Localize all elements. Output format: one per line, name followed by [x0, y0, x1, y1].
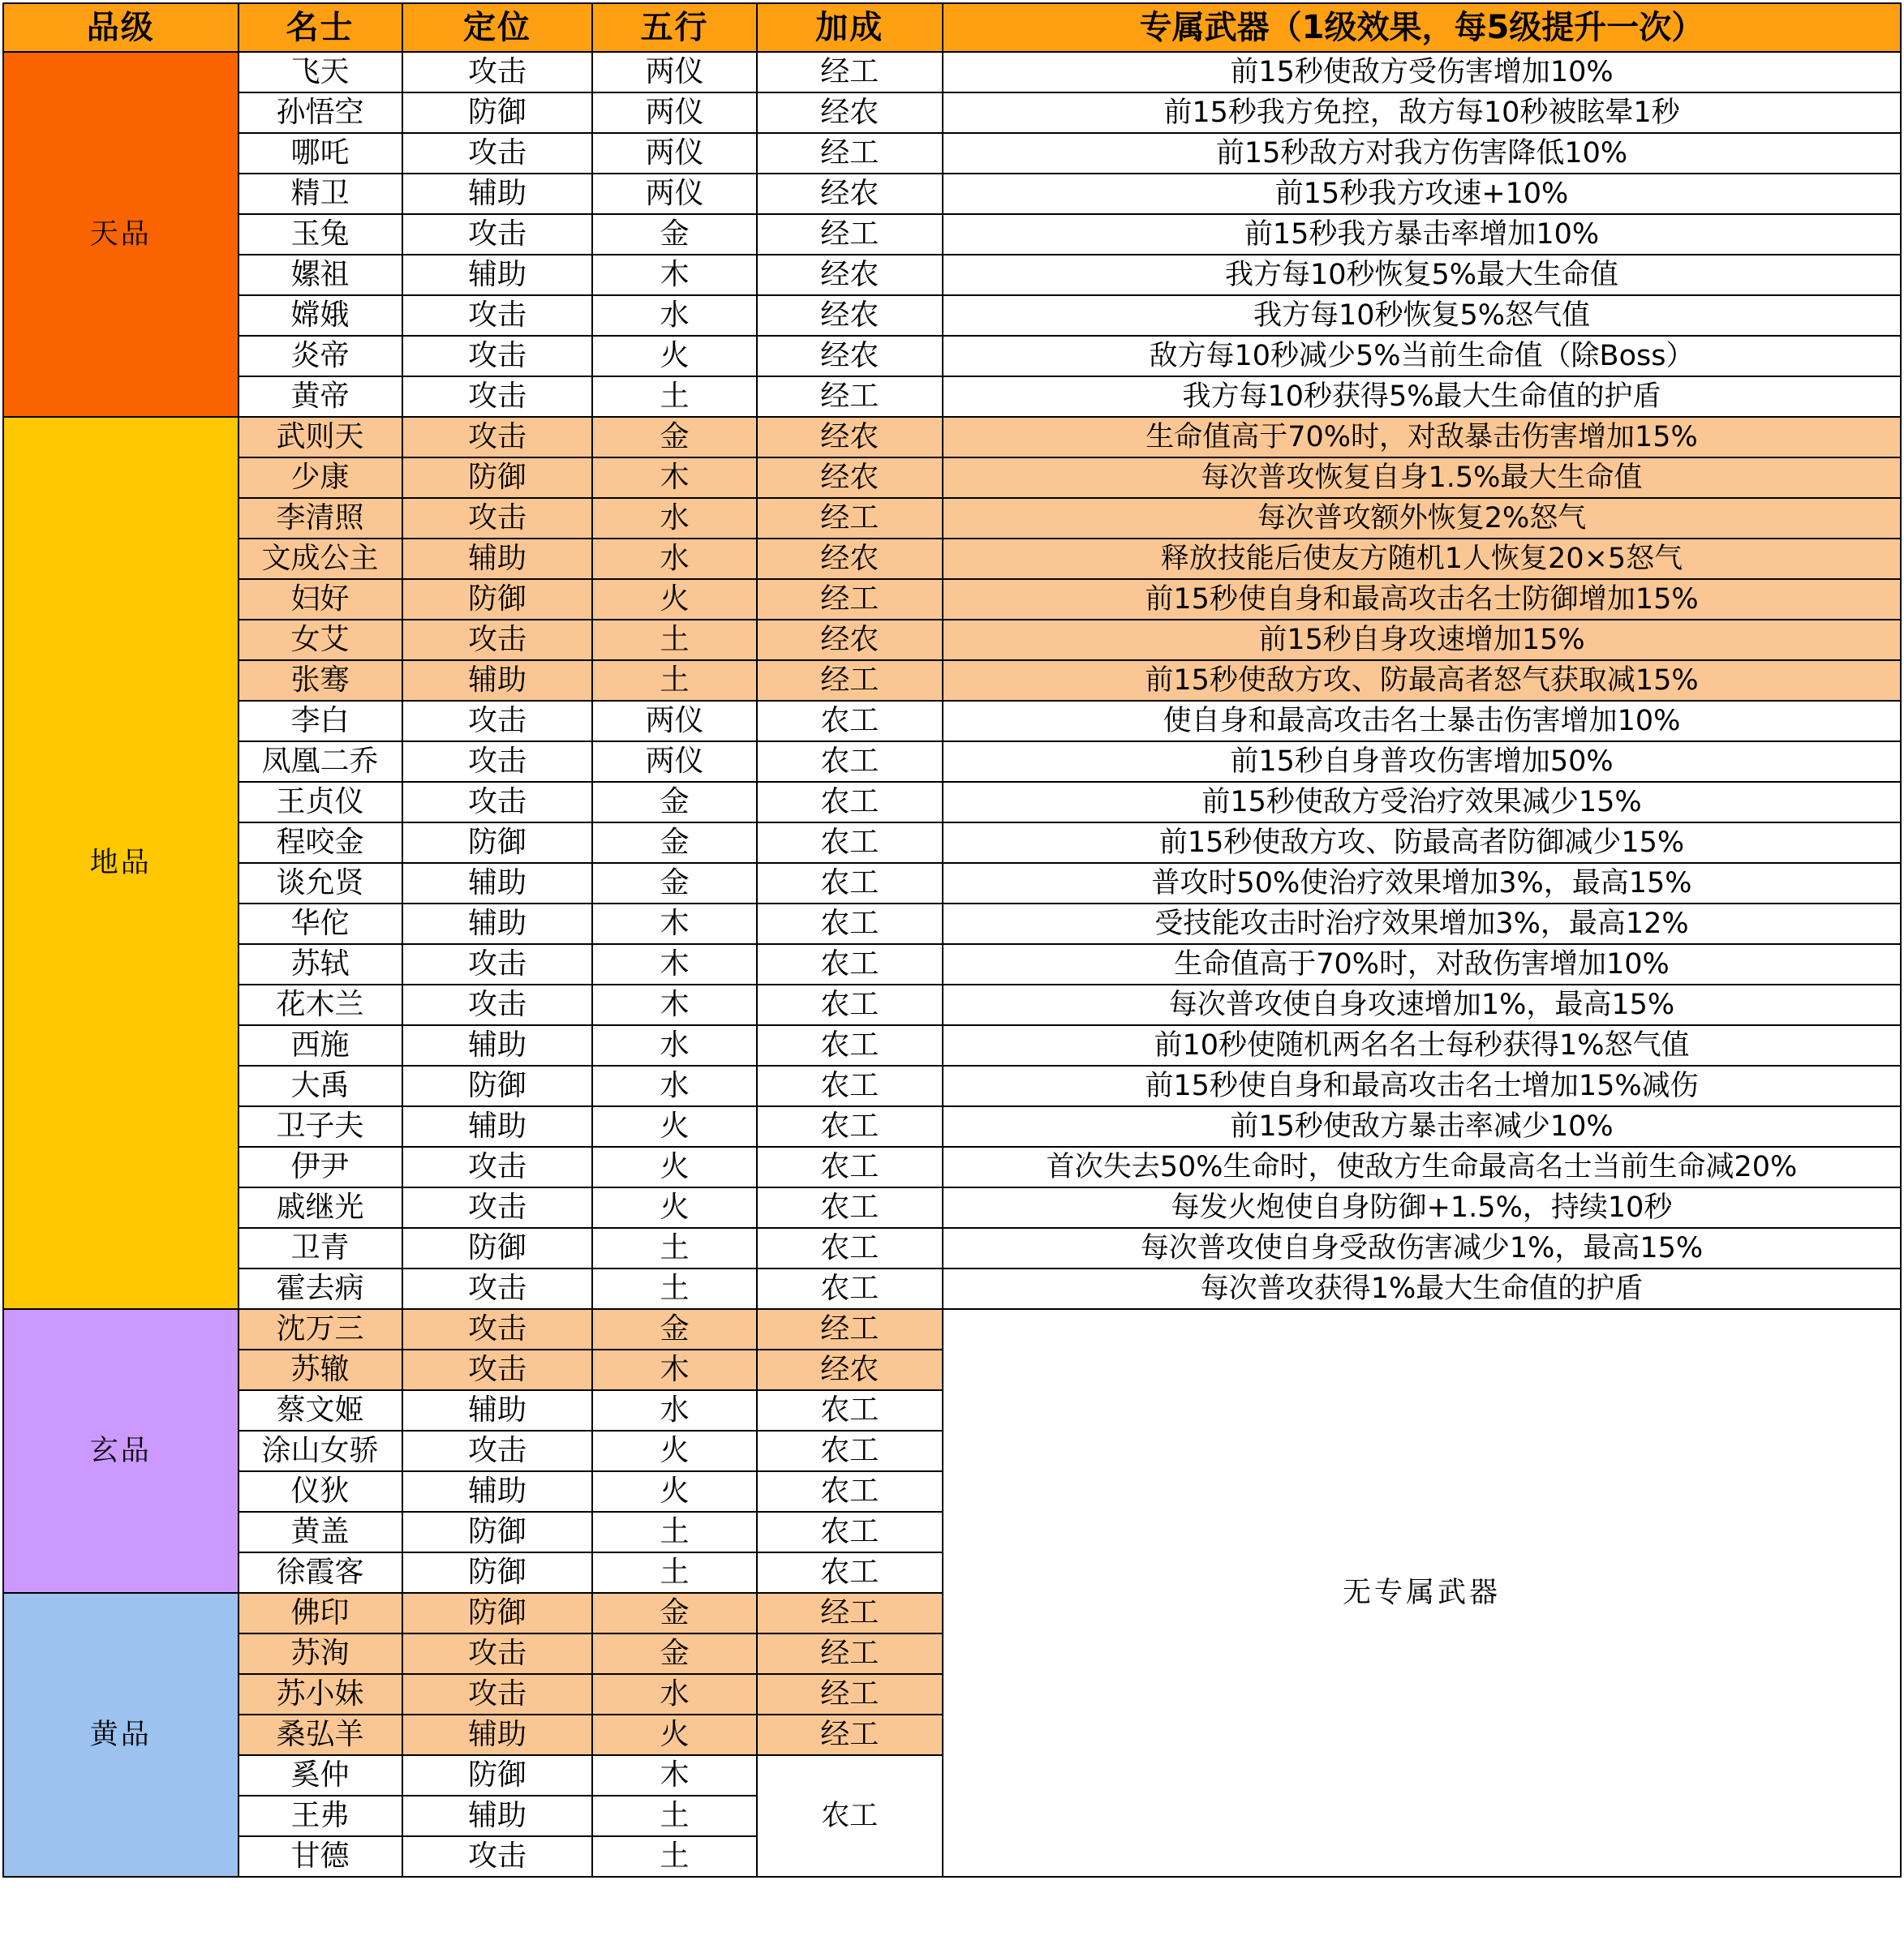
cell-element: 火	[592, 336, 756, 376]
cell-element: 两仪	[592, 52, 756, 92]
cell-bonus: 农工	[757, 904, 943, 944]
cell-bonus: 农工	[757, 741, 943, 782]
cell-element: 火	[592, 1431, 756, 1471]
cell-bonus: 经工	[757, 579, 943, 620]
cell-role: 攻击	[402, 214, 593, 255]
cell-weapon-effect: 每次普攻恢复自身1.5%最大生命值	[943, 457, 1901, 498]
cell-name: 哪吒	[239, 133, 402, 174]
cell-bonus: 农工	[757, 1512, 943, 1552]
cell-element: 水	[592, 1390, 756, 1431]
cell-role: 防御	[402, 1512, 593, 1552]
cell-name: 沈万三	[239, 1309, 402, 1350]
cell-name: 大禹	[239, 1066, 402, 1106]
cell-role: 防御	[402, 1755, 593, 1796]
table-row	[3, 1106, 1901, 1147]
cell-bonus: 农工	[757, 782, 943, 822]
cell-element: 木	[592, 904, 756, 944]
cell-role: 攻击	[402, 620, 593, 660]
cell-element: 土	[592, 376, 756, 417]
cell-bonus: 农工	[757, 1268, 943, 1309]
table-row	[3, 863, 1901, 904]
cell-weapon-effect: 前15秒使敌方攻、防最高者怒气获取减15%	[943, 660, 1901, 701]
cell-element: 土	[592, 620, 756, 660]
cell-role: 攻击	[402, 1268, 593, 1309]
cell-role: 防御	[402, 1066, 593, 1106]
cell-role: 辅助	[402, 1715, 593, 1755]
cell-element: 金	[592, 1309, 756, 1350]
cell-name: 涂山女骄	[239, 1431, 402, 1471]
cell-element: 土	[592, 1268, 756, 1309]
cell-role: 防御	[402, 92, 593, 133]
cell-bonus: 经工	[757, 1309, 943, 1350]
cell-bonus: 农工	[757, 701, 943, 741]
cell-role: 攻击	[402, 1674, 593, 1715]
cell-weapon-effect: 前15秒使敌方暴击率减少10%	[943, 1106, 1901, 1147]
cell-name: 少康	[239, 457, 402, 498]
cell-bonus: 经工	[757, 1633, 943, 1674]
cell-name: 徐霞客	[239, 1552, 402, 1593]
cell-name: 程咬金	[239, 822, 402, 863]
cell-bonus: 农工	[757, 863, 943, 904]
cell-bonus: 经工	[757, 1715, 943, 1755]
table-row	[3, 1025, 1901, 1066]
cell-role: 攻击	[402, 701, 593, 741]
cell-bonus: 农工	[757, 1066, 943, 1106]
cell-weapon-effect: 生命值高于70%时，对敌伤害增加10%	[943, 944, 1901, 985]
cell-name: 苏洵	[239, 1633, 402, 1674]
cell-name: 嫘祖	[239, 255, 402, 295]
column-header-role: 定位	[402, 3, 593, 52]
cell-name: 甘德	[239, 1836, 402, 1877]
cell-name: 女艾	[239, 620, 402, 660]
cell-element: 金	[592, 822, 756, 863]
cell-role: 攻击	[402, 1836, 593, 1877]
cell-name: 黄盖	[239, 1512, 402, 1552]
table-row	[3, 336, 1901, 376]
table-row	[3, 539, 1901, 579]
cell-role: 攻击	[402, 944, 593, 985]
cell-name: 武则天	[239, 417, 402, 457]
grade-label-3: 玄品	[3, 1309, 239, 1593]
cell-role: 攻击	[402, 52, 593, 92]
cell-weapon-effect: 每次普攻获得1%最大生命值的护盾	[943, 1268, 1901, 1309]
grade-label-1: 天品	[3, 52, 239, 417]
cell-weapon-effect: 生命值高于70%时，对敌暴击伤害增加15%	[943, 417, 1901, 457]
cell-name: 妇好	[239, 579, 402, 620]
cell-role: 攻击	[402, 336, 593, 376]
table-row	[3, 1309, 1901, 1350]
table-row	[3, 417, 1901, 457]
cell-name: 华佗	[239, 904, 402, 944]
table-body	[3, 3, 1901, 1877]
cell-bonus: 经工	[757, 214, 943, 255]
cell-role: 攻击	[402, 295, 593, 336]
cell-bonus: 农工	[757, 985, 943, 1025]
table-row	[3, 1228, 1901, 1268]
table-row	[3, 133, 1901, 174]
table-row	[3, 1147, 1901, 1187]
table-row	[3, 295, 1901, 336]
cell-role: 防御	[402, 1552, 593, 1593]
cell-role: 攻击	[402, 417, 593, 457]
cell-weapon-effect: 前15秒我方免控，敌方每10秒被眩晕1秒	[943, 92, 1901, 133]
cell-weapon-effect: 敌方每10秒减少5%当前生命值（除Boss）	[943, 336, 1901, 376]
cell-bonus: 经农	[757, 255, 943, 295]
no-weapon-label: 无专属武器	[943, 1309, 1901, 1877]
cell-bonus: 经工	[757, 52, 943, 92]
cell-bonus: 农工	[757, 822, 943, 863]
cell-weapon-effect: 前10秒使随机两名名士每秒获得1%怒气值	[943, 1025, 1901, 1066]
cell-bonus: 经农	[757, 1350, 943, 1390]
cell-element: 木	[592, 985, 756, 1025]
mingshi-table	[2, 2, 1902, 1878]
cell-weapon-effect: 普攻时50%使治疗效果增加3%，最高15%	[943, 863, 1901, 904]
table-row	[3, 579, 1901, 620]
cell-element: 土	[592, 660, 756, 701]
column-header-grade: 品级	[3, 3, 239, 52]
cell-name: 佛印	[239, 1593, 402, 1633]
cell-element: 火	[592, 1715, 756, 1755]
cell-name: 凤凰二乔	[239, 741, 402, 782]
cell-weapon-effect: 我方每10秒恢复5%怒气值	[943, 295, 1901, 336]
cell-role: 辅助	[402, 1471, 593, 1512]
cell-weapon-effect: 首次失去50%生命时，使敌方生命最高名士当前生命减20%	[943, 1147, 1901, 1187]
cell-bonus: 经农	[757, 539, 943, 579]
table-row	[3, 1187, 1901, 1228]
column-header-weapon: 专属武器（1级效果，每5级提升一次）	[943, 3, 1901, 52]
cell-element: 火	[592, 579, 756, 620]
cell-bonus: 经工	[757, 376, 943, 417]
cell-name: 李白	[239, 701, 402, 741]
cell-weapon-effect: 每次普攻额外恢复2%怒气	[943, 498, 1901, 539]
cell-bonus: 经工	[757, 1674, 943, 1715]
cell-element: 金	[592, 782, 756, 822]
cell-element: 水	[592, 498, 756, 539]
cell-element: 土	[592, 1836, 756, 1877]
column-header-bonus: 加成	[757, 3, 943, 52]
cell-role: 攻击	[402, 133, 593, 174]
cell-element: 火	[592, 1187, 756, 1228]
cell-role: 防御	[402, 579, 593, 620]
cell-element: 木	[592, 457, 756, 498]
cell-element: 金	[592, 417, 756, 457]
cell-name: 炎帝	[239, 336, 402, 376]
cell-weapon-effect: 前15秒敌方对我方伤害降低10%	[943, 133, 1901, 174]
cell-bonus: 农工	[757, 1552, 943, 1593]
cell-bonus: 农工	[757, 1025, 943, 1066]
cell-role: 防御	[402, 457, 593, 498]
cell-weapon-effect: 前15秒我方暴击率增加10%	[943, 214, 1901, 255]
cell-element: 木	[592, 944, 756, 985]
cell-role: 攻击	[402, 1147, 593, 1187]
cell-bonus: 经工	[757, 1593, 943, 1633]
cell-bonus: 经农	[757, 336, 943, 376]
cell-weapon-effect: 我方每10秒恢复5%最大生命值	[943, 255, 1901, 295]
cell-name: 伊尹	[239, 1147, 402, 1187]
cell-weapon-effect: 前15秒使敌方受治疗效果减少15%	[943, 782, 1901, 822]
cell-element: 土	[592, 1796, 756, 1836]
table-row	[3, 944, 1901, 985]
table-row	[3, 782, 1901, 822]
cell-bonus: 经工	[757, 133, 943, 174]
cell-bonus: 经农	[757, 417, 943, 457]
cell-role: 攻击	[402, 498, 593, 539]
cell-bonus-merged: 农工	[757, 1755, 943, 1877]
cell-name: 玉兔	[239, 214, 402, 255]
cell-name: 苏辙	[239, 1350, 402, 1390]
cell-element: 土	[592, 1228, 756, 1268]
table-row	[3, 52, 1901, 92]
cell-name: 戚继光	[239, 1187, 402, 1228]
cell-element: 金	[592, 863, 756, 904]
cell-role: 辅助	[402, 174, 593, 214]
cell-element: 金	[592, 1633, 756, 1674]
table-row	[3, 174, 1901, 214]
cell-role: 辅助	[402, 1025, 593, 1066]
cell-role: 辅助	[402, 660, 593, 701]
cell-element: 火	[592, 1471, 756, 1512]
cell-element: 两仪	[592, 92, 756, 133]
cell-weapon-effect: 释放技能后使友方随机1人恢复20×5怒气	[943, 539, 1901, 579]
cell-bonus: 经农	[757, 92, 943, 133]
cell-weapon-effect: 前15秒使自身和最高攻击名士防御增加15%	[943, 579, 1901, 620]
cell-bonus: 农工	[757, 1390, 943, 1431]
cell-weapon-effect: 前15秒自身攻速增加15%	[943, 620, 1901, 660]
cell-role: 辅助	[402, 863, 593, 904]
cell-role: 辅助	[402, 904, 593, 944]
cell-bonus: 农工	[757, 1228, 943, 1268]
table-row	[3, 701, 1901, 741]
cell-element: 金	[592, 214, 756, 255]
cell-role: 攻击	[402, 1187, 593, 1228]
table-row	[3, 985, 1901, 1025]
cell-element: 水	[592, 1066, 756, 1106]
cell-name: 嫦娥	[239, 295, 402, 336]
table-row	[3, 822, 1901, 863]
cell-weapon-effect: 我方每10秒获得5%最大生命值的护盾	[943, 376, 1901, 417]
cell-name: 飞天	[239, 52, 402, 92]
cell-name: 西施	[239, 1025, 402, 1066]
cell-role: 攻击	[402, 376, 593, 417]
cell-role: 攻击	[402, 1309, 593, 1350]
cell-name: 张骞	[239, 660, 402, 701]
cell-element: 水	[592, 1025, 756, 1066]
cell-weapon-effect: 每次普攻使自身攻速增加1%，最高15%	[943, 985, 1901, 1025]
cell-name: 文成公主	[239, 539, 402, 579]
table-row	[3, 1066, 1901, 1106]
cell-name: 黄帝	[239, 376, 402, 417]
cell-weapon-effect: 前15秒使敌方攻、防最高者防御减少15%	[943, 822, 1901, 863]
cell-bonus: 经农	[757, 174, 943, 214]
cell-role: 辅助	[402, 1106, 593, 1147]
table-row	[3, 660, 1901, 701]
cell-bonus: 农工	[757, 1106, 943, 1147]
cell-role: 辅助	[402, 1796, 593, 1836]
cell-weapon-effect: 每发火炮使自身防御+1.5%，持续10秒	[943, 1187, 1901, 1228]
cell-bonus: 农工	[757, 1471, 943, 1512]
cell-name: 奚仲	[239, 1755, 402, 1796]
cell-bonus: 农工	[757, 1431, 943, 1471]
cell-name: 蔡文姬	[239, 1390, 402, 1431]
cell-name: 仪狄	[239, 1471, 402, 1512]
column-header-name: 名士	[239, 3, 402, 52]
cell-element: 水	[592, 295, 756, 336]
cell-name: 桑弘羊	[239, 1715, 402, 1755]
table-row	[3, 92, 1901, 133]
cell-element: 木	[592, 1755, 756, 1796]
cell-role: 防御	[402, 822, 593, 863]
cell-bonus: 农工	[757, 944, 943, 985]
spreadsheet-table-screenshot	[0, 2, 1904, 1936]
cell-weapon-effect: 前15秒我方攻速+10%	[943, 174, 1901, 214]
column-header-element: 五行	[592, 3, 756, 52]
cell-weapon-effect: 前15秒使敌方受伤害增加10%	[943, 52, 1901, 92]
cell-element: 木	[592, 255, 756, 295]
table-row	[3, 741, 1901, 782]
cell-name: 卫子夫	[239, 1106, 402, 1147]
cell-element: 火	[592, 1147, 756, 1187]
cell-element: 土	[592, 1552, 756, 1593]
cell-element: 水	[592, 539, 756, 579]
cell-bonus: 农工	[757, 1187, 943, 1228]
cell-weapon-effect: 前15秒自身普攻伤害增加50%	[943, 741, 1901, 782]
table-row	[3, 457, 1901, 498]
table-header-row	[3, 3, 1901, 52]
grade-label-4: 黄品	[3, 1593, 239, 1877]
cell-role: 攻击	[402, 741, 593, 782]
grade-label-2: 地品	[3, 417, 239, 1309]
cell-role: 辅助	[402, 255, 593, 295]
cell-bonus: 经农	[757, 457, 943, 498]
cell-name: 霍去病	[239, 1268, 402, 1309]
cell-element: 水	[592, 1674, 756, 1715]
cell-weapon-effect: 前15秒使自身和最高攻击名士增加15%减伤	[943, 1066, 1901, 1106]
cell-bonus: 经工	[757, 660, 943, 701]
cell-role: 辅助	[402, 539, 593, 579]
table-row	[3, 214, 1901, 255]
cell-name: 卫青	[239, 1228, 402, 1268]
cell-bonus: 经工	[757, 498, 943, 539]
cell-bonus: 经农	[757, 295, 943, 336]
cell-weapon-effect: 使自身和最高攻击名士暴击伤害增加10%	[943, 701, 1901, 741]
table-row	[3, 376, 1901, 417]
cell-name: 花木兰	[239, 985, 402, 1025]
cell-name: 苏轼	[239, 944, 402, 985]
table-row	[3, 620, 1901, 660]
cell-role: 攻击	[402, 1350, 593, 1390]
cell-element: 两仪	[592, 741, 756, 782]
cell-role: 防御	[402, 1593, 593, 1633]
cell-name: 孙悟空	[239, 92, 402, 133]
cell-name: 精卫	[239, 174, 402, 214]
cell-element: 木	[592, 1350, 756, 1390]
cell-weapon-effect: 每次普攻使自身受敌伤害减少1%，最高15%	[943, 1228, 1901, 1268]
cell-role: 攻击	[402, 1633, 593, 1674]
cell-role: 攻击	[402, 985, 593, 1025]
cell-bonus: 经农	[757, 620, 943, 660]
cell-role: 攻击	[402, 782, 593, 822]
cell-weapon-effect: 受技能攻击时治疗效果增加3%，最高12%	[943, 904, 1901, 944]
table-row	[3, 904, 1901, 944]
cell-element: 两仪	[592, 133, 756, 174]
cell-role: 辅助	[402, 1390, 593, 1431]
cell-role: 防御	[402, 1228, 593, 1268]
cell-name: 王贞仪	[239, 782, 402, 822]
cell-element: 火	[592, 1106, 756, 1147]
cell-element: 两仪	[592, 701, 756, 741]
cell-name: 李清照	[239, 498, 402, 539]
cell-element: 土	[592, 1512, 756, 1552]
table-row	[3, 255, 1901, 295]
table-row	[3, 1268, 1901, 1309]
cell-name: 王弗	[239, 1796, 402, 1836]
cell-bonus: 农工	[757, 1147, 943, 1187]
table-row	[3, 498, 1901, 539]
cell-role: 攻击	[402, 1431, 593, 1471]
cell-element: 两仪	[592, 174, 756, 214]
cell-name: 谈允贤	[239, 863, 402, 904]
cell-element: 金	[592, 1593, 756, 1633]
cell-name: 苏小妹	[239, 1674, 402, 1715]
